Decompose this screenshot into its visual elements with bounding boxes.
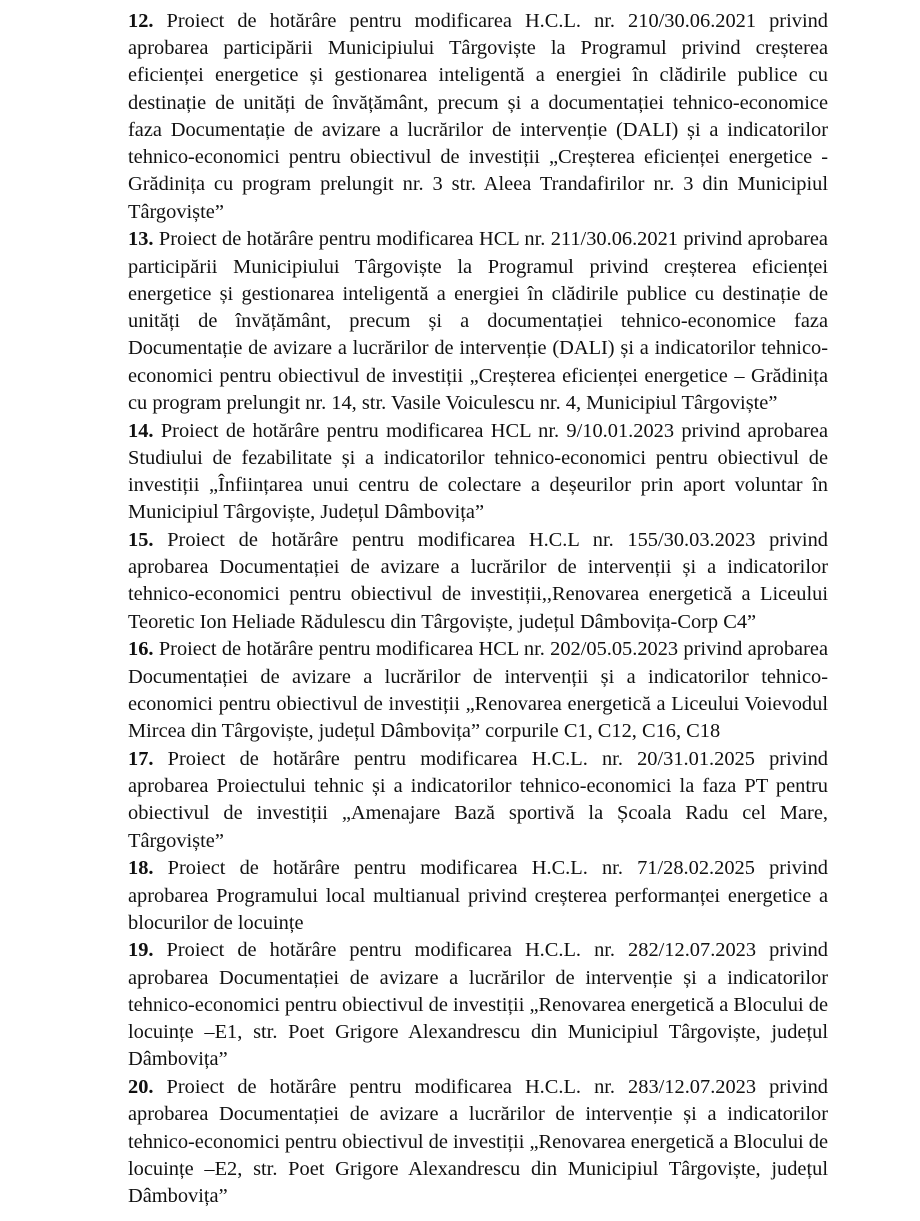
list-item-number: 14. [128,419,154,442]
list-item [128,746,828,855]
list-item-text: Proiect de hotărâre pentru modificarea H.C.L. nr. 210/30.06.2021 privind aprobarea participării Municipiului Târgoviște la Programul privind creșterea eficienței energetice și gestionarea inteligentă a energiei în clădirile publice cu destinație de unități de învățământ, precum și a documentației tehnico-economice faza Documentație de avizare a lucrărilor de intervenție (DALI) și a indicatorilor tehnico-economici pentru obiectivul de investiții „Creșterea eficienței energetice - Grădinița cu program prelungit nr. 3 str. Aleea Trandafirilor nr. 3 din Municipiul Târgoviște” [128,10,829,223]
list-item-text: Proiect de hotărâre pentru modificarea H.C.L. nr. 282/12.07.2023 privind aprobarea Documentației de avizare a lucrărilor de intervenție și a indicatorilor tehnico-economici pentru obiectivul de investiții „Renovarea energetică a Blocului de locuințe –E1, str. Poet Grigore Alexandrescu din Municipiul Târgoviște, județul Dâmbovița” [128,939,829,1071]
list-item-number: 17. [128,747,154,770]
list-item [128,937,828,1073]
list-item-text: Proiect de hotărâre pentru modificarea HCL nr. 9/10.01.2023 privind aprobarea Studiului de fezabilitate și a indicatorilor tehnico-economici pentru obiectivul de investiții „Înființarea unui centru de colectare a deșeurilor prin aport voluntar în Municipiul Târgoviște, Județul Dâmbovița” [128,419,828,524]
list-item-number: 19. [128,939,154,962]
list-item-number: 16. [128,638,154,661]
list-item [128,527,828,636]
agenda-list [128,8,828,1210]
list-item [128,855,828,937]
list-item [128,636,828,745]
list-item-number: 15. [128,528,154,551]
list-item-text: Proiect de hotărâre pentru modificarea HCL nr. 211/30.06.2021 privind aprobarea participării Municipiului Târgoviște la Programul privind creșterea eficienței energetice și gestionarea inteligentă a energiei în clădirile publice cu destinație de unități de învățământ, precum și a documentației tehnico-economice faza Documentație de avizare a lucrărilor de intervenție (DALI) și a indicatorilor tehnico-economici pentru obiectivul de investiții „Creșterea eficienței energetice – Grădinița cu program prelungit nr. 14, str. Vasile Voiculescu nr. 4, Municipiul Târgoviște” [128,228,828,414]
list-item-number: 18. [128,857,154,880]
list-item [128,8,828,226]
list-item-text: Proiect de hotărâre pentru modificarea H.C.L. nr. 71/28.02.2025 privind aprobarea Programului local multianual privind creșterea performanței energetice a blocurilor de locuințe [128,857,828,934]
list-item-text: Proiect de hotărâre pentru modificarea H.C.L nr. 155/30.03.2023 privind aprobarea Documentației de avizare a lucrărilor de intervenții și a indicatorilor tehnico-economici pentru obiectivul de investiții,,Renovarea energetică a Liceului Teoretic Ion Heliade Rădulescu din Târgoviște, județul Dâmbovița-Corp C4” [128,528,828,633]
list-item-number: 12. [128,10,154,32]
list-item-text: Proiect de hotărâre pentru modificarea HCL nr. 202/05.05.2023 privind aprobarea Documentației de avizare a lucrărilor de intervenții și a indicatorilor tehnico-economici pentru obiectivul de investiții „Renovarea energetică a Liceului Voievodul Mircea din Târgoviște, județul Dâmbovița” corpurile C1, C12, C16, C18 [128,638,828,743]
list-item-number: 20. [128,1076,154,1099]
list-item-text: Proiect de hotărâre pentru modificarea H.C.L. nr. 20/31.01.2025 privind aprobarea Proiectului tehnic și a indicatorilor tehnico-economici la faza PT pentru obiectivul de investiții „Amenajare Bază sportivă la Școala Radu cel Mare, Târgoviște” [128,747,828,852]
list-item [128,1074,828,1210]
list-item-text: Proiect de hotărâre pentru modificarea H.C.L. nr. 283/12.07.2023 privind aprobarea Documentației de avizare a lucrărilor de intervenție și a indicatorilor tehnico-economici pentru obiectivul de investiții „Renovarea energetică a Blocului de locuințe –E2, str. Poet Grigore Alexandrescu din Municipiul Târgoviște, județul Dâmbovița” [128,1076,829,1208]
list-item [128,418,828,527]
list-item-number: 13. [128,228,154,251]
list-item [128,226,828,417]
